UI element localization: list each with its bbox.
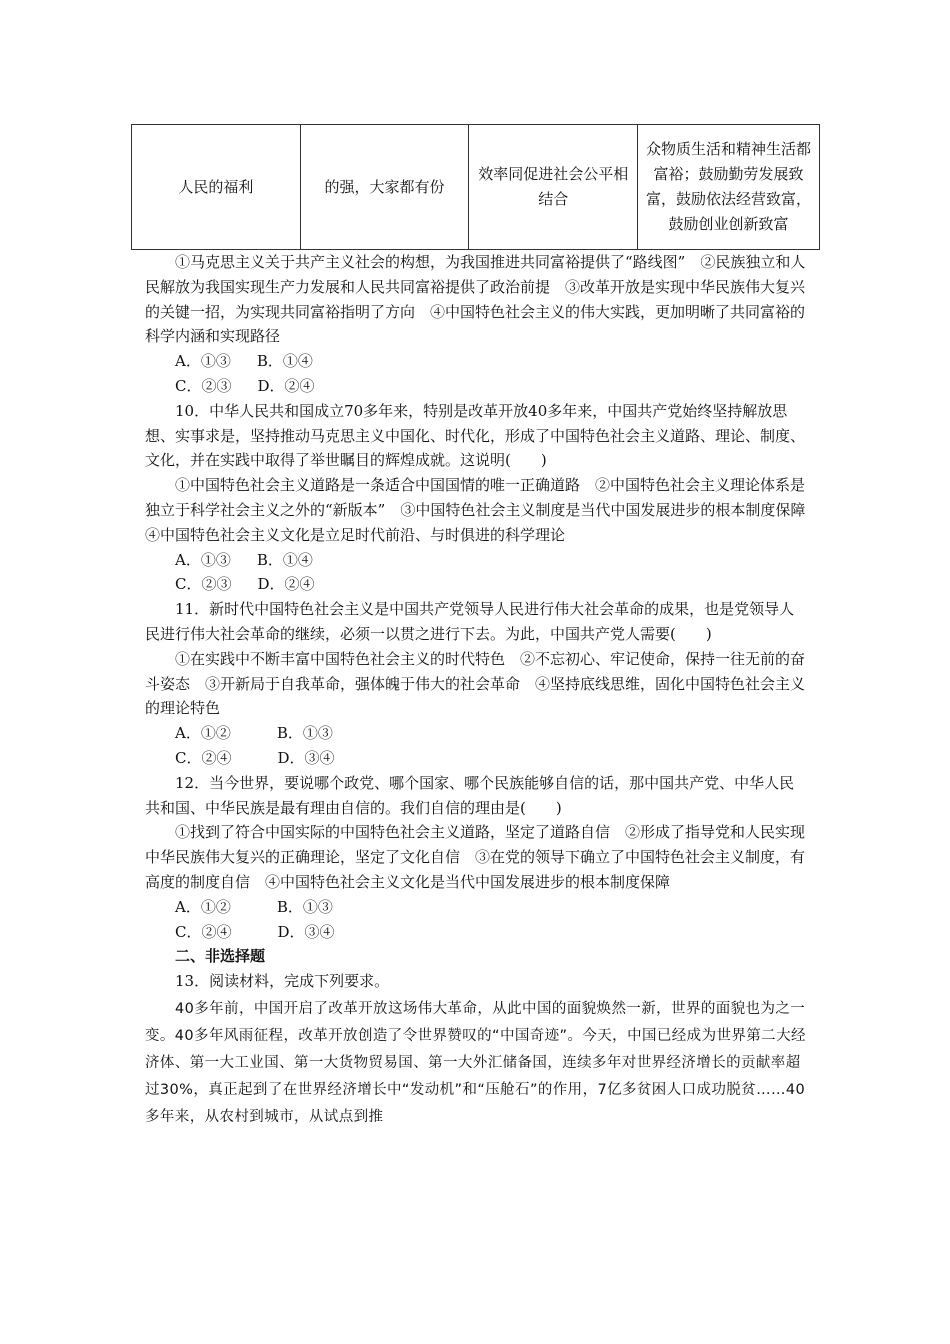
q11-option-d: D．③④ [277,748,335,767]
q10-options-row2 [145,572,809,597]
q10-option-b: B．①④ [256,550,313,569]
q11-statements: ①在实践中不断丰富中国特色社会主义的时代特色 ②不忘初心、牢记使命，保持一往无前的奋斗姿态 ③开新局于自我革命，强体魄于伟大的社会革命 ④坚持底线思维，固化中国特色社会主义的理论特色 [145,649,806,718]
q9-statements: ①马克思主义关于共产主义社会的构想，为我国推进共同富裕提供了“路线图” ②民族独立和人民解放为我国实现生产力发展和人民共同富裕提供了政治前提 ③改革开放是实现中华民族伟大复兴的关键一招，为实现共同富裕指明了方向 ④中国特色社会主义的伟大实践，更加明晰了共同富裕的科学内涵和实现路径 [145,253,806,346]
table-cell: 的强，大家都有份 [300,125,469,250]
q10-option-a: A．①③ [175,550,231,569]
q11-options-row2 [145,746,809,771]
comparison-table [131,124,820,250]
q11-options-row1 [145,721,809,746]
q9-options-row2 [145,374,809,399]
q12-option-d: D．③④ [277,922,335,941]
q9-option-c: C．②③ [175,376,232,395]
q12-option-c: C．②④ [175,922,232,941]
q10-statements: ①中国特色社会主义道路是一条适合中国国情的唯一正确道路 ②中国特色社会主义理论体系是独立于科学社会主义之外的“新版本” ③中国特色社会主义制度是当代中国发展进步的根本制度保障 ④中国特色社会主义文化是立足时代前沿、与时俱进的科学理论 [145,476,821,544]
q12-stem: 12．当今世界，要说哪个政党、哪个国家、哪个民族能够自信的话，那中国共产党、中华人民共和国、中华民族是最有理由自信的。我们自信的理由是( ) [145,773,795,817]
q10-option-c: C．②③ [175,575,232,594]
q12-statements: ①找到了符合中国实际的中国特色社会主义道路，坚定了道路自信 ②形成了指导党和人民实现中华民族伟大复兴的正确理论，坚定了文化自信 ③在党的领导下确立了中国特色社会主义制度，有高度的制度自信 ④中国特色社会主义文化是当代中国发展进步的根本制度保障 [145,823,806,891]
q13-material: 40多年前，中国开启了改革开放这场伟大革命，从此中国的面貌焕然一新，世界的面貌也为之一变。40多年风雨征程，改革开放创造了令世界赞叹的“中国奇迹”。今天，中国已经成为世界第二大经济体、第一大工业国、第一大货物贸易国、第一大外汇储备国，连续多年对世界经济增长的贡献率超过30%，真正起到了在世界经济增长中“发动机”和“压舱石”的作用，7亿多贫困人口成功脱贫……40多年来，从农村到城市，从试点到推 [145,1000,806,1125]
table-cell: 效率同促进社会公平相结合 [469,125,638,250]
section-heading: 二、非选择题 [175,947,266,966]
q12-option-b: B．①③ [276,897,333,916]
q11-option-a: A．①② [175,724,231,743]
q11-stem: 11．新时代中国特色社会主义是中国共产党领导人民进行伟大社会革命的成果，也是党领导人民进行伟大社会革命的继续，必须一以贯之进行下去。为此，中国共产党人需要( ) [145,600,795,643]
question-content [145,250,821,1131]
q11-option-b: B．①③ [276,724,333,743]
q13-stem: 13．阅读材料，完成下列要求。 [175,972,390,991]
q12-option-a: A．①② [175,897,231,916]
q9-options-row1 [145,349,809,374]
q10-option-d: D．②④ [257,575,315,594]
q11-option-c: C．②④ [175,748,232,767]
q9-option-b: B．①④ [256,352,313,371]
table-cell: 众物质生活和精神生活都富裕；鼓励勤劳发展致富，鼓励依法经营致富，鼓励创业创新致富 [638,125,820,250]
q9-option-d: D．②④ [257,376,315,395]
q10-stem: 10．中华人民共和国成立70多年来，特别是改革开放40多年来，中国共产党始终坚持解放思想、实事求是，坚持推动马克思主义中国化、时代化，形成了中国特色社会主义道路、理论、制度、文化，并在实践中取得了举世瞩目的辉煌成就。这说明( ) [145,401,806,470]
table-cell: 人民的福利 [132,125,301,250]
q10-options-row1 [145,548,809,573]
q12-options-row1 [145,895,809,920]
q9-option-a: A．①③ [175,352,231,371]
table-row [132,125,820,250]
q12-options-row2 [145,920,809,945]
